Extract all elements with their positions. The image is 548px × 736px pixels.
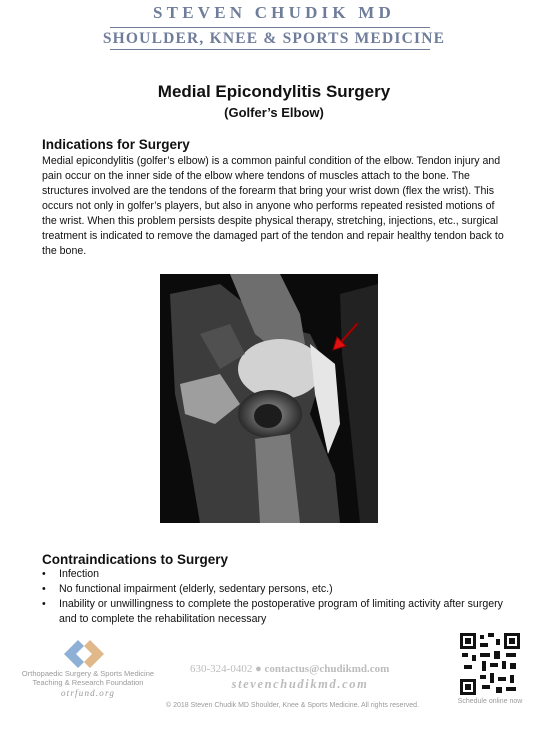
list-item [42, 567, 512, 582]
phone-number[interactable]: 630-324-0402 [190, 663, 253, 675]
foundation-line-1: Orthopaedic Surgery & Sports Medicine [21, 669, 155, 678]
schedule-online-label[interactable]: Schedule online now [457, 698, 523, 705]
list-item-text: No functional impairment (elderly, sedentary persons, etc.) [59, 583, 333, 595]
foundation-url[interactable]: otrfund.org [60, 688, 116, 698]
header-name: STEVEN CHUDIK MD [153, 3, 395, 22]
list-item [42, 597, 512, 627]
contact-line [190, 663, 389, 675]
copyright-text: © 2018 Steven Chudik MD Shoulder, Knee & Sports Medicine. All rights reserved. [166, 702, 420, 709]
indications-heading: Indications for Surgery [42, 137, 190, 152]
list-item [42, 582, 512, 597]
bullet-icon: • [42, 583, 46, 595]
foundation-logo-icon [64, 640, 104, 668]
indications-body: Medial epicondylitis (golfer’s elbow) is a common painful condition of the elbow. Tendon injury and pain occur on the inner side of the elbow where tendons of muscles attach to the bone. The structures involved are the tendons of the forearm that bring your wrist down (flex the wrist). This occurs not only in golfer’s players, but also in anyone who performs repeated resisted motions of the wrist. When this problem persists despite physical therapy, stretching, injections, etc., surgical treatment is indicated to remove the damaged part of the tendon and repair healthy tendon back to the bone. [42, 155, 504, 257]
qr-code-icon[interactable] [460, 633, 520, 695]
list-item-text: Inability or unwillingness to complete the postoperative program of limiting activity after surgery and to complete the rehabilitation necessary [59, 598, 503, 625]
mri-elbow-image [160, 274, 378, 523]
foundation-name [8, 669, 168, 687]
foundation-line-2: Teaching & Research Foundation [32, 678, 144, 687]
list-item-text: Infection [59, 568, 100, 580]
header-tagline: SHOULDER, KNEE & SPORTS MEDICINE [102, 30, 446, 47]
page-subtitle: (Golfer’s Elbow) [224, 105, 324, 120]
header-divider-bottom [110, 49, 430, 50]
bullet-separator-icon: ● [255, 663, 265, 675]
website-link[interactable]: stevenchudikmd.com [231, 677, 369, 691]
bullet-icon: • [42, 568, 46, 580]
contraindications-list [42, 567, 512, 627]
contraindications-heading: Contraindications to Surgery [42, 552, 229, 567]
bullet-icon: • [42, 598, 46, 610]
page-title: Medial Epicondylitis Surgery [157, 82, 391, 101]
email-link[interactable]: contactus@chudikmd.com [264, 663, 390, 675]
header-divider-top [110, 27, 430, 28]
